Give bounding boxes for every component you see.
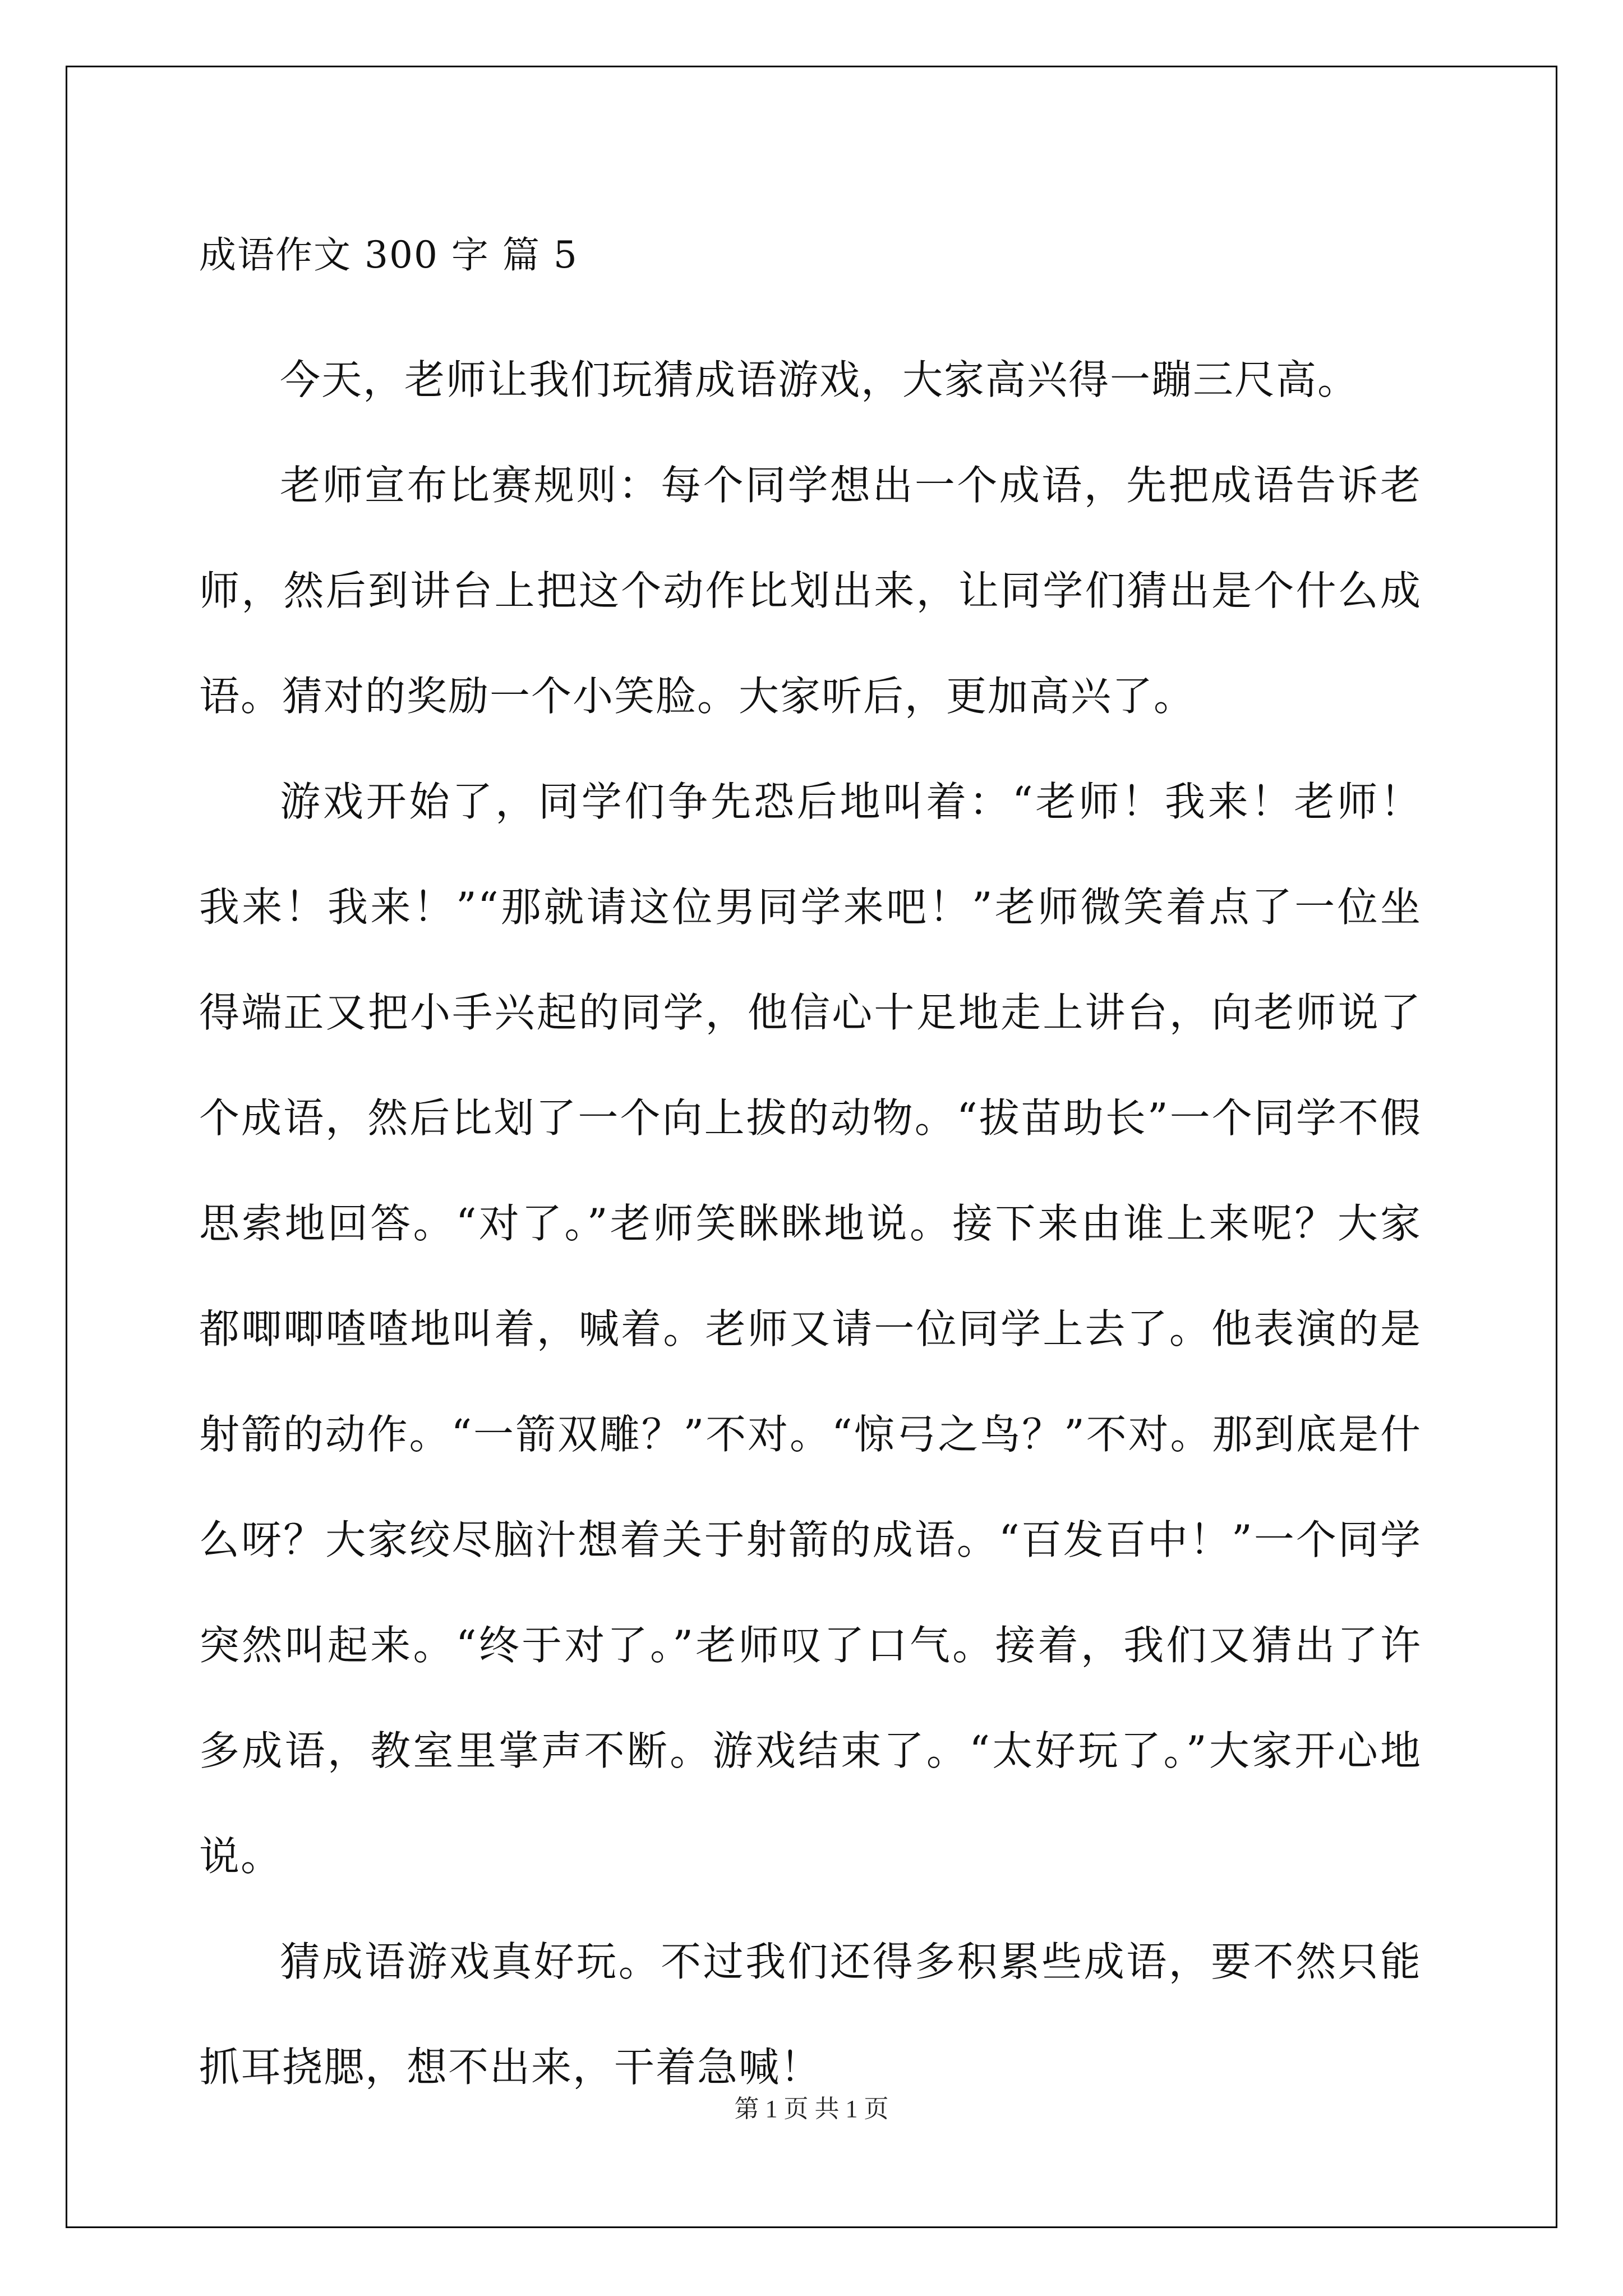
paragraph-1: 今天，老师让我们玩猜成语游戏，大家高兴得一蹦三尺高。 [280,356,1359,403]
document-body [199,222,1422,2120]
paragraph-4: 猜成语游戏真好玩。不过我们还得多积累些成语，要不然只能抓耳挠腮，想不出来，干着急喊！ [199,1938,1422,2091]
paragraph-2: 老师宣布比赛规则：每个同学想出一个成语，先把成语告诉老师，然后到讲台上把这个动作比划出来，让同学们猜出是个什么成语。猜对的奖励一个小笑脸。大家听后，更加高兴了。 [199,462,1422,720]
document-title: 成语作文 300 字 篇 5 [199,233,578,277]
paragraph-3: 游戏开始了，同学们争先恐后地叫着：“老师！我来！老师！我来！我来！”“那就请这位男同学来吧！”老师微笑着点了一位坐得端正又把小手兴起的同学，他信心十足地走上讲台，向老师说了个成语，然后比划了一个向上拔的动物。“拔苗助长”一个同学不假思索地回答。“对了。”老师笑眯眯地说。接下来由谁上来呢？大家都唧唧喳喳地叫着，喊着。老师又请一位同学上去了。他表演的是射箭的动作。“一箭双雕？”不对。“惊弓之鸟？”不对。那到底是什么呀？大家绞尽脑汁想着关于射箭的成语。“百发百中！”一个同学突然叫起来。“终于对了。”老师叹了口气。接着，我们又猜出了许多成语，教室里掌声不断。游戏结束了。“太好玩了。”大家开心地说。 [199,778,1422,1880]
page-number-footer: 第 1 页 共 1 页 [734,2095,889,2123]
